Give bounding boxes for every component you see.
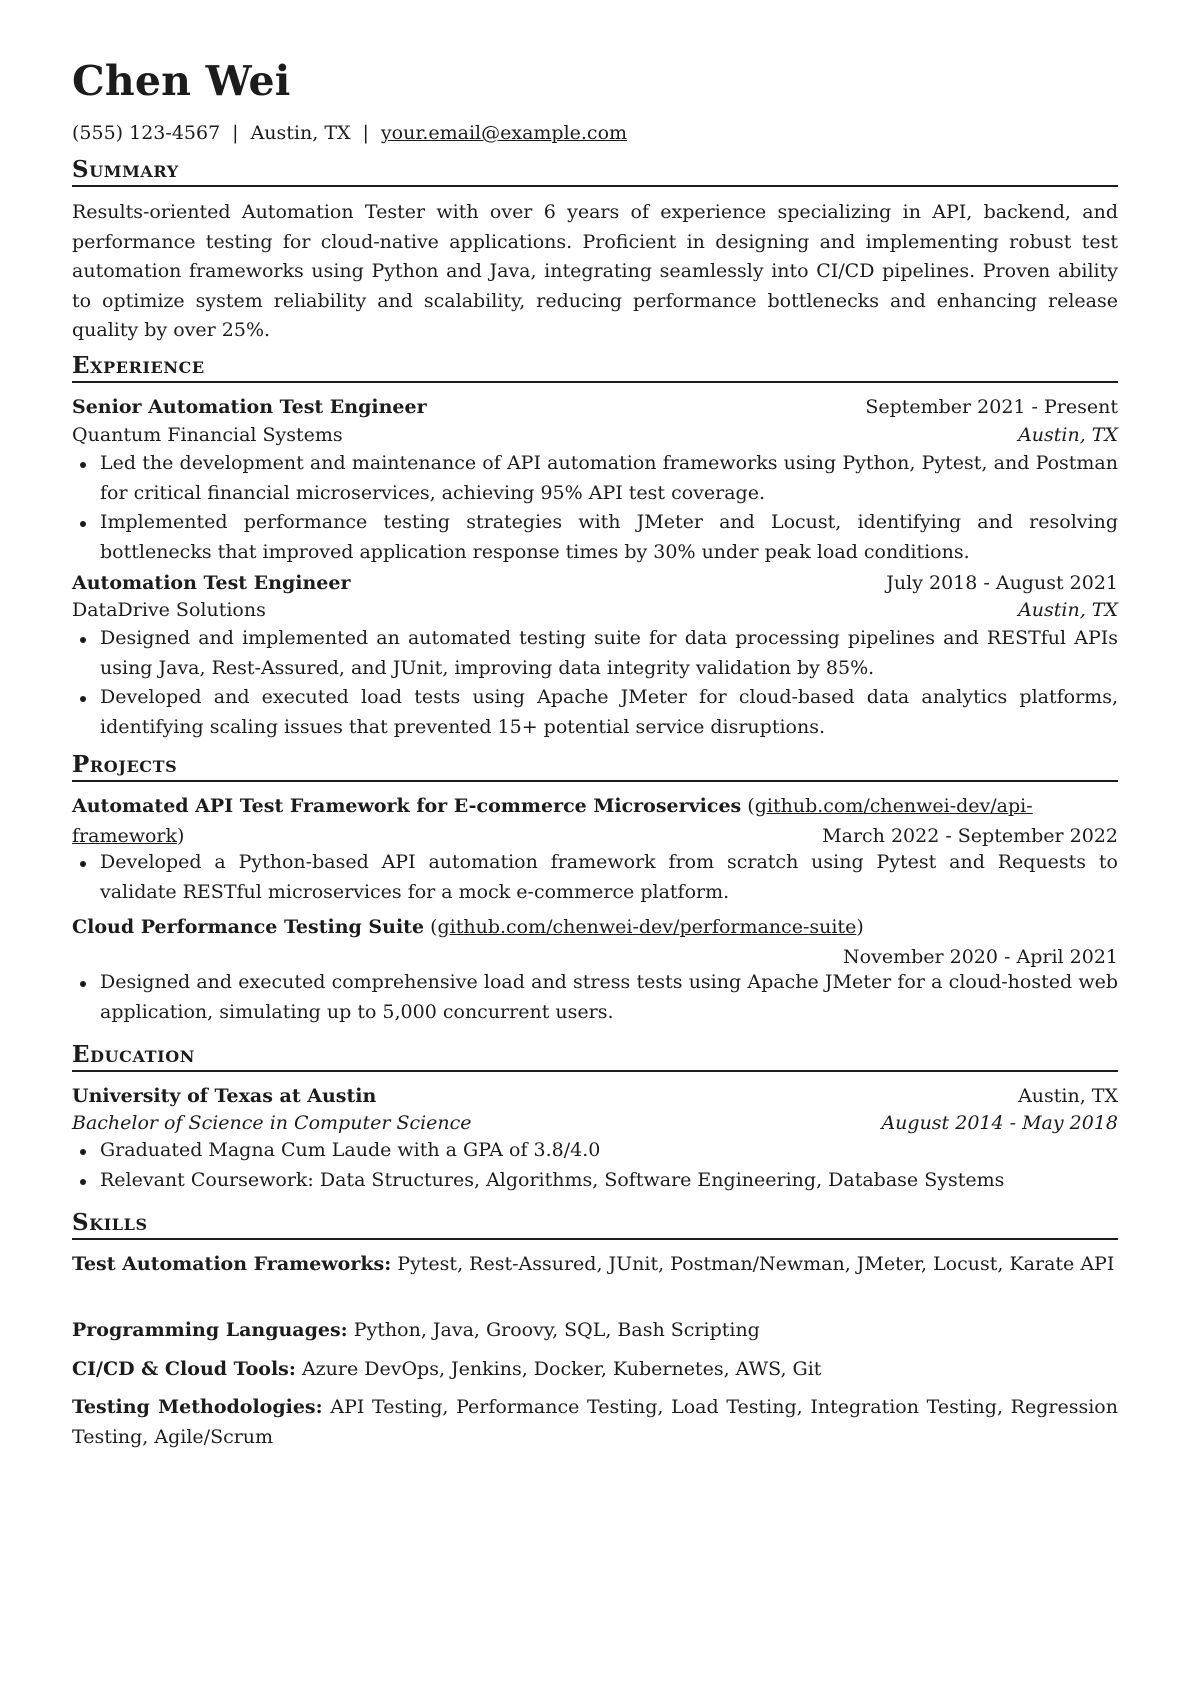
candidate-name: Chen Wei [72,57,291,105]
bullet-item: Developed and executed load tests using Apache JMeter for cloud-based data analytics platforms, identifying scaling issues that prevented 15+ potential service disruptions. [72,683,1118,742]
section-title-skills: Skills [72,1208,1118,1240]
education-dates: August 2014 - May 2018 [881,1112,1118,1134]
job-bullets [72,449,1118,567]
skill-group [72,1393,1118,1452]
bullet-item: Designed and executed comprehensive load and stress tests using Apache JMeter for a cloud-hosted web application, simulating up to 5,000 concurrent users. [72,968,1118,1027]
job-role: Automation Test Engineer [72,572,351,594]
bullet-item: Led the development and maintenance of API automation frameworks using Python, Pytest, and Postman for critical financial microservices, achieving 95% API test coverage. [72,449,1118,508]
skill-label: CI/CD & Cloud Tools: [72,1358,296,1380]
bullet-item: Implemented performance testing strategies with JMeter and Locust, identifying and resolving bottlenecks that improved application response times by 30% under peak load conditions. [72,508,1118,567]
school-location: Austin, TX [1018,1085,1118,1107]
education-subheader [72,1109,1118,1139]
job-dates: September 2021 - Present [865,396,1118,418]
bullet-item: Graduated Magna Cum Laude with a GPA of 3.8/4.0 [72,1136,1118,1166]
project-link[interactable]: github.com/chenwei-dev/performance-suite [437,916,857,938]
location: Austin, TX [250,122,351,144]
job-subheader [72,596,1118,626]
job-header [72,569,1118,599]
job-bullets [72,624,1118,742]
skill-group [72,1250,1118,1280]
project-header: Automated API Test Framework for E-commerce Microservices (github.com/chenwei-dev/api-framework) March 2022 - September 2022 [72,792,1118,851]
skill-value: Python, Java, Groovy, SQL, Bash Scripting [353,1319,760,1341]
project-name: Cloud Performance Testing Suite [72,916,425,938]
skill-group [72,1316,1118,1346]
project-link[interactable]: github.com/chenwei-dev/api-framework [72,795,1033,847]
section-title-summary: Summary [72,155,1118,187]
skill-value: Pytest, Rest-Assured, JUnit, Postman/Newman, JMeter, Locust, Karate API [397,1253,1115,1275]
job-dates: July 2018 - August 2021 [886,572,1118,594]
section-title-education: Education [72,1040,1118,1072]
contact-separator: | [232,122,239,144]
job-role: Senior Automation Test Engineer [72,396,427,418]
summary-text: Results-oriented Automation Tester with over 6 years of experience specializing in API, backend, and performance testing for cloud-native applications. Proficient in designing and implementing robust test automation frameworks using Python and Java, integrating seamlessly into CI/CD pipelines. Proven ability to optimize system reliability and scalability, reducing performance bottlenecks and enhancing release quality by over 25%. [72,201,1118,341]
education-header [72,1082,1118,1112]
section-title-experience: Experience [72,351,1118,383]
project-dates: March 2022 - September 2022 [822,824,1118,847]
bullet-item: Relevant Coursework: Data Structures, Algorithms, Software Engineering, Database Systems [72,1166,1118,1196]
job-company: Quantum Financial Systems [72,424,343,446]
project-dates: November 2020 - April 2021 [843,945,1118,968]
project-bullets [72,848,1118,907]
contact-separator: | [362,122,369,144]
project-bullets [72,968,1118,1027]
phone-number: (555) 123-4567 [72,122,221,144]
skill-label: Programming Languages: [72,1319,348,1341]
bullet-item: Developed a Python-based API automation framework from scratch using Pytest and Requests to validate RESTful microservices for a mock e-commerce platform. [72,848,1118,907]
degree: Bachelor of Science in Computer Science [72,1112,472,1134]
job-company: DataDrive Solutions [72,599,266,621]
school-name: University of Texas at Austin [72,1085,377,1107]
project-name: Automated API Test Framework for E-commerce Microservices [72,795,742,817]
skill-value: API Testing, Performance Testing, Load Testing, Integration Testing, Regression Testing, Agile/Scrum [72,1396,1118,1448]
bullet-item: Designed and implemented an automated testing suite for data processing pipelines and RESTful APIs using Java, Rest-Assured, and JUnit, improving data integrity validation by 85%. [72,624,1118,683]
job-subheader [72,421,1118,451]
skill-label: Testing Methodologies: [72,1396,323,1418]
project-header: Cloud Performance Testing Suite (github.com/chenwei-dev/performance-suite) November 2020 - April 2021 [72,913,1118,972]
job-location: Austin, TX [1018,599,1118,621]
job-location: Austin, TX [1018,424,1118,446]
section-title-projects: Projects [72,750,1118,782]
skill-label: Test Automation Frameworks: [72,1253,392,1275]
contact-line [72,119,627,147]
skill-value: Azure DevOps, Jenkins, Docker, Kubernetes, AWS, Git [301,1358,822,1380]
education-bullets [72,1136,1118,1195]
email-link[interactable]: your.email@example.com [380,122,628,144]
job-header [72,393,1118,423]
skill-group [72,1355,1118,1385]
